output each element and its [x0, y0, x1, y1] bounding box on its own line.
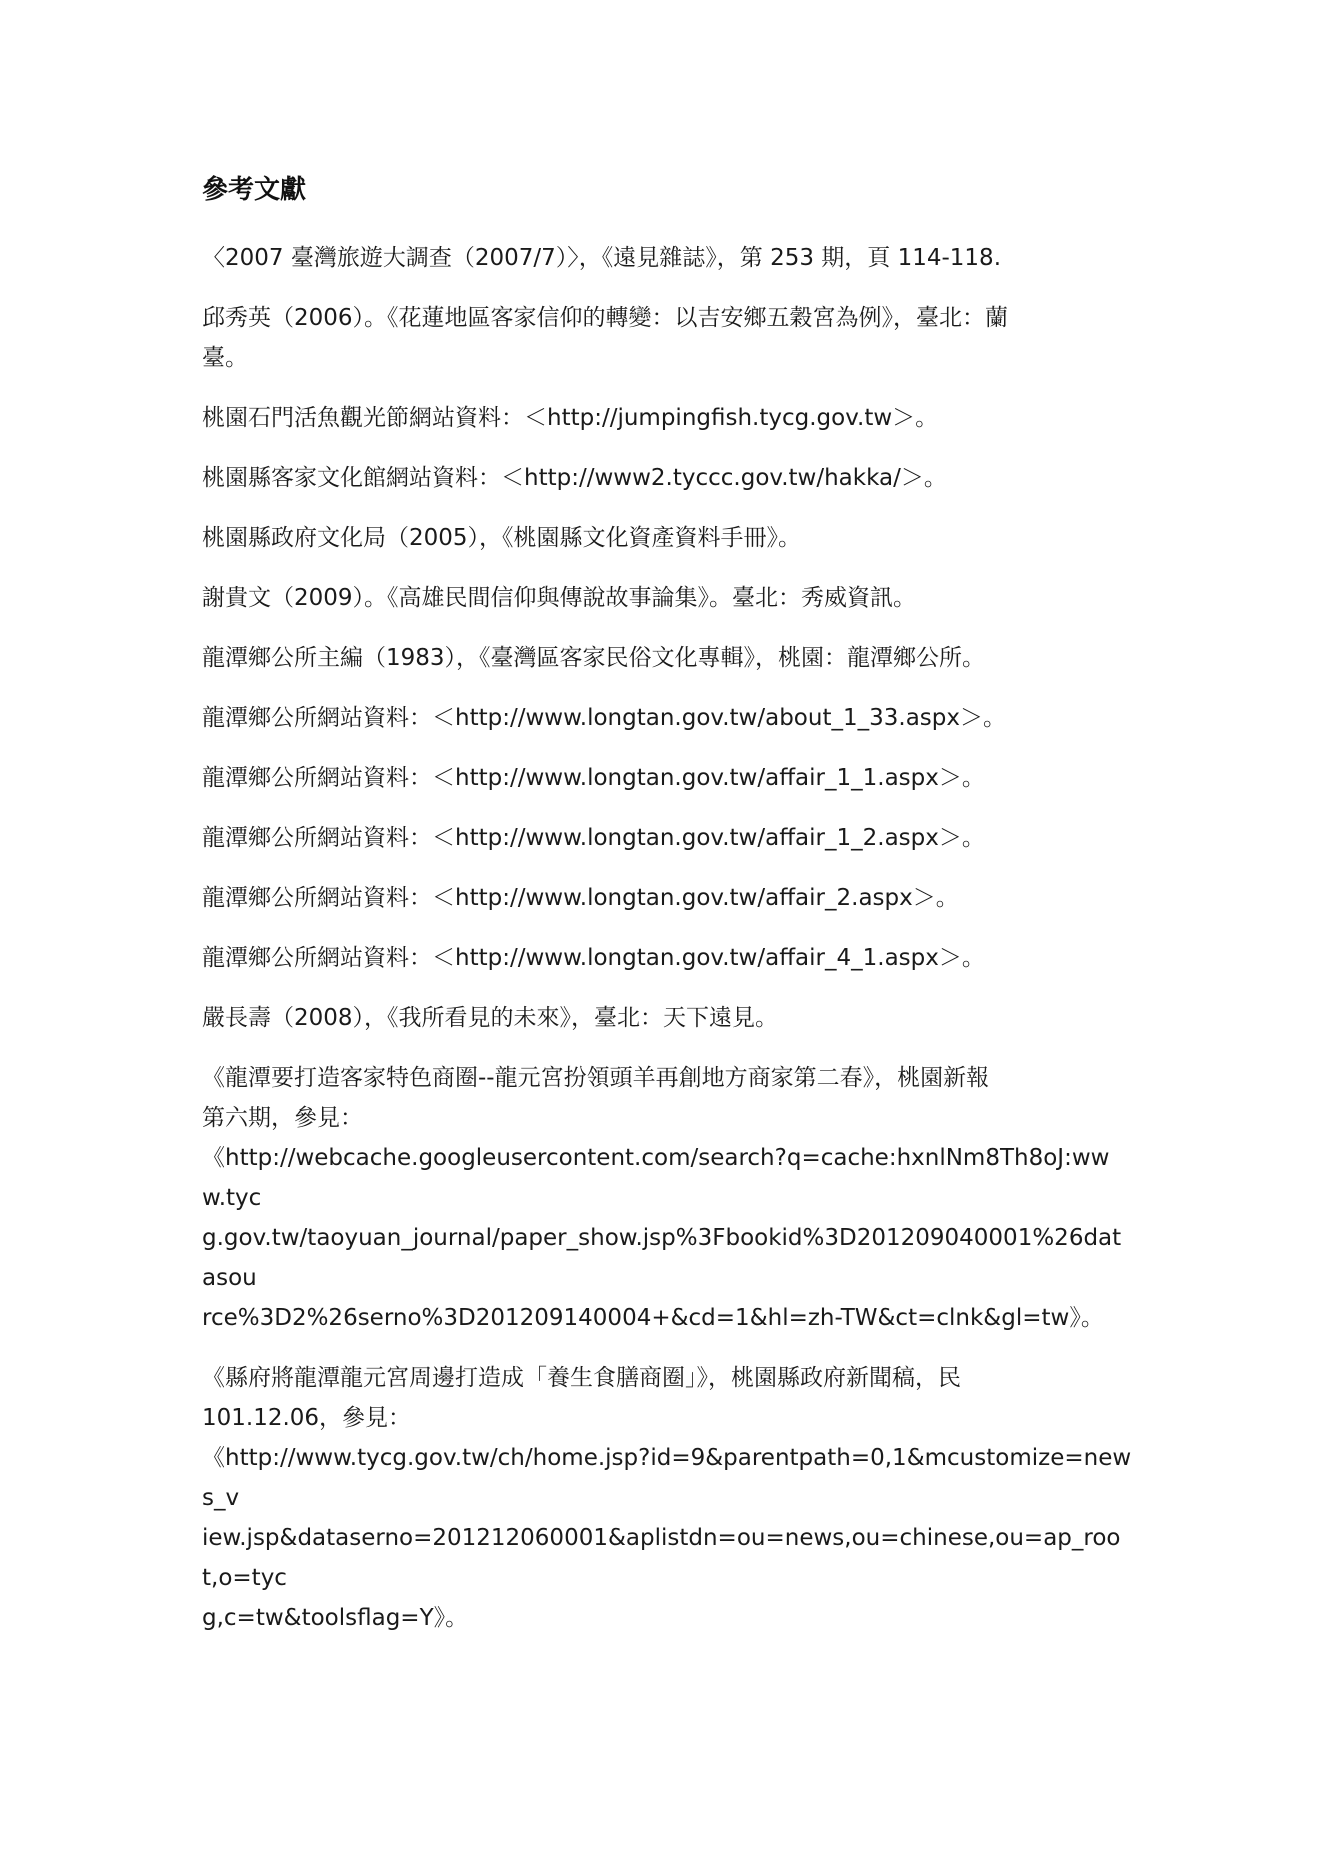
reference-entry: 桃園縣政府文化局（2005），《桃園縣文化資產資料手冊》。: [202, 525, 802, 551]
references-section: [202, 170, 1132, 1658]
reference-entry: 龍潭鄉公所網站資料：＜http://www.longtan.gov.tw/affair_2.aspx＞。: [202, 885, 959, 911]
reference-entry: 龍潭鄉公所主編（1983），《臺灣區客家民俗文化專輯》，桃園：龍潭鄉公所。: [202, 645, 986, 671]
reference-entry: 桃園縣客家文化館網站資料：＜http://www2.tyccc.gov.tw/hakka/＞。: [202, 465, 947, 491]
reference-entry: 《縣府將龍潭龍元宮周邊打造成「養生食膳商圈」》，桃園縣政府新聞稿，民 101.12.06，參見： 《http://www.tycg.gov.tw/ch/home.jsp?id=9&parentpath=0,1&mcustomize=news_v iew.jsp&dataserno=201212060001&aplistdn=ou=news,ou=chinese,ou=ap_root,o=tyc g,c=tw&toolsflag=Y》。: [202, 1365, 1132, 1631]
page-title: 參考文獻: [202, 175, 307, 205]
reference-entry: 龍潭鄉公所網站資料：＜http://www.longtan.gov.tw/about_1_33.aspx＞。: [202, 705, 1006, 731]
reference-entry: 龍潭鄉公所網站資料：＜http://www.longtan.gov.tw/affair_1_2.aspx＞。: [202, 825, 985, 851]
reference-entry: 《龍潭要打造客家特色商圈--龍元宮扮領頭羊再創地方商家第二春》，桃園新報 第六期，參見： 《http://webcache.googleusercontent.com/search?q=cache:hxnlNm8Th8oJ:www.tyc g.gov.tw/taoyuan_journal/paper_show.jsp%3Fbookid%3D201209040001%26datasou rce%3D2%26serno%3D201209140004+&cd=1&hl=zh-TW&ct=clnk&gl=tw》。: [202, 1065, 1122, 1331]
reference-entry: 謝貴文（2009）。《高雄民間信仰與傳說故事論集》。臺北：秀威資訊。: [202, 585, 917, 611]
reference-entry: 桃園石門活魚觀光節網站資料：＜http://jumpingfish.tycg.gov.tw＞。: [202, 405, 939, 431]
reference-entry: 龍潭鄉公所網站資料：＜http://www.longtan.gov.tw/affair_1_1.aspx＞。: [202, 765, 985, 791]
reference-entry: 〈2007 臺灣旅遊大調查（2007/7）〉，《遠見雜誌》，第 253 期，頁 114-118.: [202, 245, 1002, 271]
reference-entry: 嚴長壽（2008），《我所看見的未來》，臺北：天下遠見。: [202, 1005, 779, 1031]
reference-entry: 龍潭鄉公所網站資料：＜http://www.longtan.gov.tw/affair_4_1.aspx＞。: [202, 945, 985, 971]
reference-entry: 邱秀英（2006）。《花蓮地區客家信仰的轉變：以吉安鄉五穀宮為例》，臺北：蘭 臺。: [202, 305, 1009, 371]
